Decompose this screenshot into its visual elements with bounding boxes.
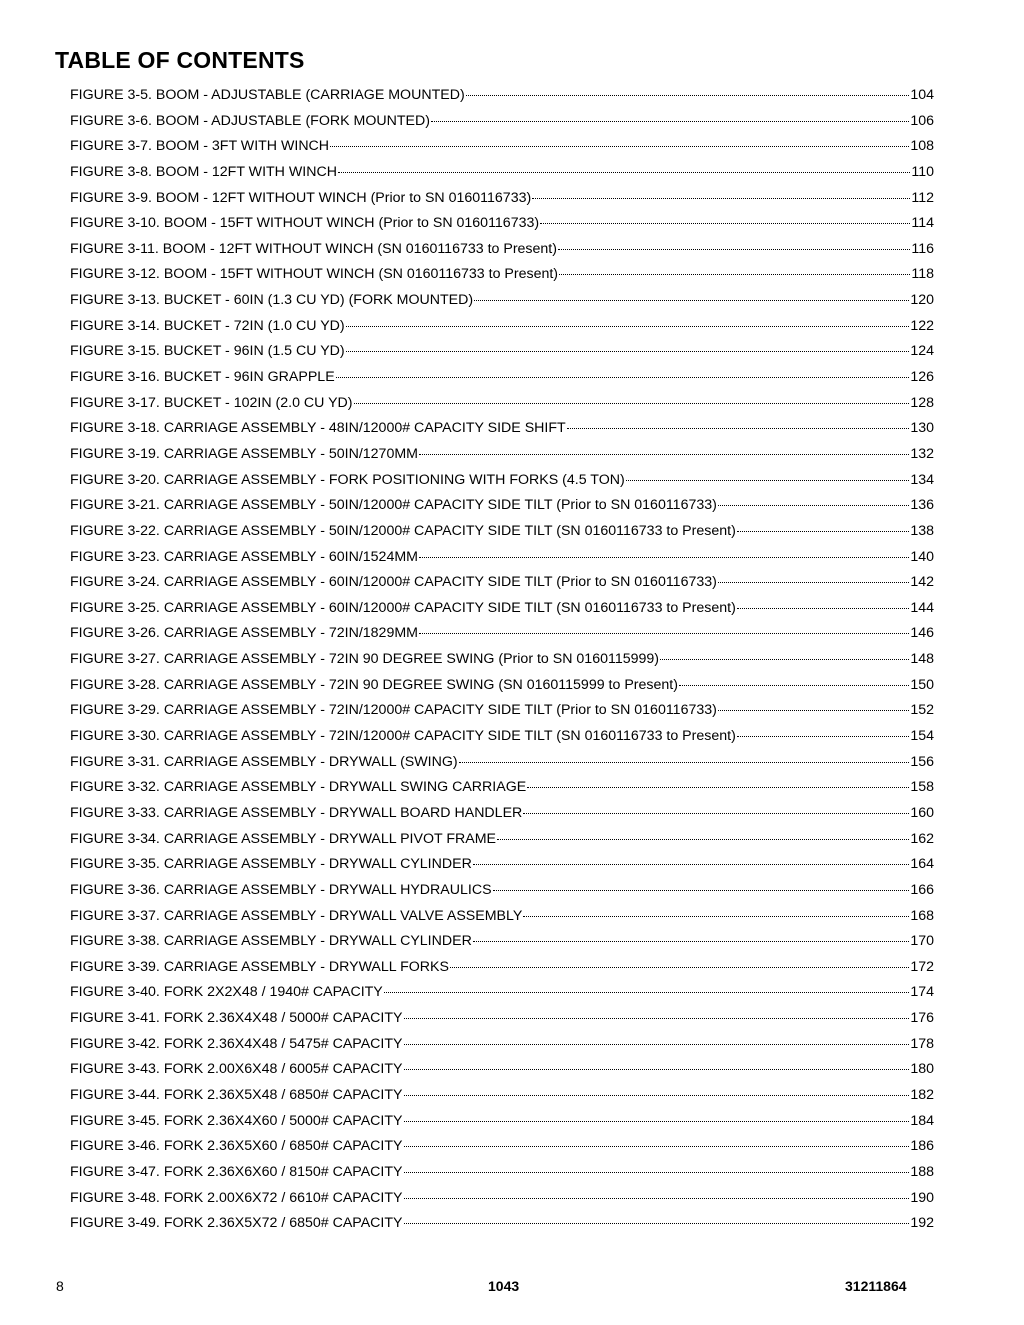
toc-entry-page[interactable]: 178: [910, 1035, 934, 1052]
toc-entry-page[interactable]: 118: [911, 266, 934, 283]
toc-entry[interactable]: [70, 574, 934, 600]
toc-dot-leader: [330, 146, 909, 147]
toc-dot-leader: [338, 172, 910, 173]
toc-dot-leader: [718, 582, 909, 583]
toc-dot-leader: [354, 403, 910, 404]
toc-entry[interactable]: [70, 523, 934, 549]
toc-dot-leader: [527, 787, 909, 788]
toc-entry-label[interactable]: FIGURE 3-41. FORK 2.36X4X48 / 5000# CAPACITY: [70, 1010, 403, 1027]
footer-page-number: 8: [56, 1278, 64, 1294]
toc-entry-page[interactable]: 186: [910, 1138, 934, 1155]
footer-center-number: 1043: [488, 1278, 520, 1294]
toc-entry-page[interactable]: 132: [910, 445, 934, 462]
toc-entry[interactable]: [70, 420, 934, 446]
toc-dot-leader: [450, 967, 909, 968]
toc-entry-page[interactable]: 158: [910, 779, 934, 796]
toc-entry-label[interactable]: FIGURE 3-32. CARRIAGE ASSEMBLY - DRYWALL SWING CARRIAGE: [70, 779, 527, 796]
toc-entry-page[interactable]: 170: [910, 933, 934, 950]
toc-entry-page[interactable]: 154: [910, 728, 934, 745]
toc-entry[interactable]: [70, 754, 934, 780]
toc-entry[interactable]: [70, 113, 934, 139]
toc-entry[interactable]: [70, 343, 934, 369]
toc-entry-label[interactable]: FIGURE 3-45. FORK 2.36X4X60 / 5000# CAPACITY: [70, 1112, 403, 1129]
toc-dot-leader: [404, 1146, 910, 1147]
toc-dot-leader: [523, 916, 909, 917]
toc-dot-leader: [384, 992, 910, 993]
toc-dot-leader: [567, 428, 910, 429]
toc-entry-label[interactable]: FIGURE 3-18. CARRIAGE ASSEMBLY - 48IN/12000# CAPACITY SIDE SHIFT: [70, 420, 566, 437]
toc-entry-label[interactable]: FIGURE 3-19. CARRIAGE ASSEMBLY - 50IN/1270MM: [70, 445, 418, 462]
toc-entry-label[interactable]: FIGURE 3-49. FORK 2.36X5X72 / 6850# CAPACITY: [70, 1215, 403, 1232]
toc-entry-label[interactable]: FIGURE 3-43. FORK 2.00X6X48 / 6005# CAPACITY: [70, 1061, 403, 1078]
toc-entry-page[interactable]: 144: [910, 599, 934, 616]
toc-entry[interactable]: [70, 779, 934, 805]
toc-entry-label[interactable]: FIGURE 3-10. BOOM - 15FT WITHOUT WINCH (Prior to SN 0160116733): [70, 215, 540, 232]
toc-entry-page[interactable]: 124: [910, 343, 934, 360]
toc-entry-label[interactable]: FIGURE 3-28. CARRIAGE ASSEMBLY - 72IN 90 DEGREE SWING (SN 0160115999 to Present): [70, 676, 678, 693]
toc-dot-leader: [493, 890, 910, 891]
toc-entry[interactable]: [70, 933, 934, 959]
toc-entry-label[interactable]: FIGURE 3-17. BUCKET - 102IN (2.0 CU YD): [70, 394, 353, 411]
toc-entry-page[interactable]: 156: [910, 753, 934, 770]
toc-entry-label[interactable]: FIGURE 3-27. CARRIAGE ASSEMBLY - 72IN 90 DEGREE SWING (Prior to SN 0160115999): [70, 651, 659, 668]
toc-dot-leader: [404, 1095, 910, 1096]
toc-entry[interactable]: [70, 369, 934, 395]
toc-dot-leader: [404, 1223, 910, 1224]
toc-entry-page[interactable]: 104: [910, 87, 934, 103]
toc-dot-leader: [473, 941, 910, 942]
toc-entry-page[interactable]: 148: [910, 651, 934, 668]
toc-dot-leader: [404, 1121, 910, 1122]
toc-entry[interactable]: [70, 1036, 934, 1062]
toc-entry-page[interactable]: 134: [910, 471, 934, 488]
toc-entry-page[interactable]: 190: [910, 1189, 934, 1206]
toc-entry-label[interactable]: FIGURE 3-12. BOOM - 15FT WITHOUT WINCH (SN 0160116733 to Present): [70, 266, 559, 283]
toc-entry[interactable]: [70, 677, 934, 703]
toc-dot-leader: [626, 480, 910, 481]
toc-entry[interactable]: [70, 959, 934, 985]
toc-entry-label[interactable]: FIGURE 3-13. BUCKET - 60IN (1.3 CU YD) (FORK MOUNTED): [70, 292, 474, 309]
toc-entry-label[interactable]: FIGURE 3-8. BOOM - 12FT WITH WINCH: [70, 163, 337, 180]
toc-entry-label[interactable]: FIGURE 3-9. BOOM - 12FT WITHOUT WINCH (Prior to SN 0160116733): [70, 189, 532, 206]
toc-entry-page[interactable]: 188: [910, 1163, 934, 1180]
toc-dot-leader: [718, 505, 909, 506]
toc-dot-leader: [737, 608, 910, 609]
toc-entry-page[interactable]: 174: [910, 984, 934, 1001]
toc-entry[interactable]: [70, 1138, 934, 1164]
toc-dot-leader: [404, 1198, 910, 1199]
toc-entry-page[interactable]: 172: [910, 958, 934, 975]
toc-entry[interactable]: [70, 600, 934, 626]
toc-entry-label[interactable]: FIGURE 3-20. CARRIAGE ASSEMBLY - FORK POSITIONING WITH FORKS (4.5 TON): [70, 471, 625, 488]
toc-entry-page[interactable]: 138: [910, 522, 934, 539]
toc-entry-page[interactable]: 164: [910, 856, 934, 873]
toc-entry-label[interactable]: FIGURE 3-37. CARRIAGE ASSEMBLY - DRYWALL VALVE ASSEMBLY: [70, 907, 523, 924]
toc-dot-leader: [558, 249, 910, 250]
toc-dot-leader: [540, 223, 910, 224]
toc-entry[interactable]: [70, 549, 934, 575]
toc-entry-label[interactable]: FIGURE 3-47. FORK 2.36X6X60 / 8150# CAPACITY: [70, 1163, 403, 1180]
toc-entry-page[interactable]: 184: [910, 1112, 934, 1129]
toc-entry-page[interactable]: 150: [910, 676, 934, 693]
toc-dot-leader: [523, 813, 909, 814]
toc-entry-label[interactable]: FIGURE 3-16. BUCKET - 96IN GRAPPLE: [70, 369, 335, 386]
toc-entry-label[interactable]: FIGURE 3-6. BOOM - ADJUSTABLE (FORK MOUNTED): [70, 112, 430, 129]
toc-dot-leader: [737, 531, 910, 532]
toc-entry[interactable]: [70, 1087, 934, 1113]
toc-entry-page[interactable]: 140: [910, 548, 934, 565]
toc-entry-label[interactable]: FIGURE 3-26. CARRIAGE ASSEMBLY - 72IN/1829MM: [70, 625, 418, 642]
toc-entry-label[interactable]: FIGURE 3-5. BOOM - ADJUSTABLE (CARRIAGE MOUNTED): [70, 87, 465, 103]
toc-entry[interactable]: [70, 215, 934, 241]
toc-entry-page[interactable]: 110: [911, 163, 934, 180]
toc-dot-leader: [336, 377, 910, 378]
page-title: TABLE OF CONTENTS: [55, 47, 305, 73]
toc-dot-leader: [404, 1044, 910, 1045]
toc-entry[interactable]: [70, 87, 934, 113]
toc-entry[interactable]: [70, 728, 934, 754]
toc-entry-label[interactable]: FIGURE 3-11. BOOM - 12FT WITHOUT WINCH (SN 0160116733 to Present): [70, 240, 557, 257]
toc-entry[interactable]: [70, 164, 934, 190]
toc-entry-label[interactable]: FIGURE 3-33. CARRIAGE ASSEMBLY - DRYWALL BOARD HANDLER: [70, 804, 523, 821]
toc-dot-leader: [532, 198, 910, 199]
toc-entry-label[interactable]: FIGURE 3-23. CARRIAGE ASSEMBLY - 60IN/1524MM: [70, 548, 418, 565]
toc-dot-leader: [718, 710, 909, 711]
toc-dot-leader: [559, 274, 910, 275]
toc-entry[interactable]: [70, 625, 934, 651]
toc-dot-leader: [474, 300, 909, 301]
toc-entry-label[interactable]: FIGURE 3-22. CARRIAGE ASSEMBLY - 50IN/12000# CAPACITY SIDE TILT (SN 0160116733 to Present): [70, 522, 736, 539]
toc-entry-page[interactable]: 142: [910, 574, 934, 591]
toc-dot-leader: [419, 454, 909, 455]
toc-entry[interactable]: [70, 1215, 934, 1241]
toc-entry[interactable]: [70, 882, 934, 908]
toc-entry-page[interactable]: 180: [910, 1061, 934, 1078]
toc-entry[interactable]: [70, 984, 934, 1010]
toc-entry-page[interactable]: 168: [910, 907, 934, 924]
toc-entry-page[interactable]: 136: [910, 497, 934, 514]
toc-entry-page[interactable]: 116: [911, 240, 934, 257]
toc-entry-label[interactable]: FIGURE 3-35. CARRIAGE ASSEMBLY - DRYWALL CYLINDER: [70, 856, 472, 873]
toc-dot-leader: [404, 1172, 910, 1173]
toc-entry-page[interactable]: 146: [910, 625, 934, 642]
toc-entry-label[interactable]: FIGURE 3-30. CARRIAGE ASSEMBLY - 72IN/12000# CAPACITY SIDE TILT (SN 0160116733 to Present): [70, 728, 736, 745]
toc-entry-page[interactable]: 114: [911, 215, 934, 232]
toc-entry-label[interactable]: FIGURE 3-34. CARRIAGE ASSEMBLY - DRYWALL PIVOT FRAME: [70, 830, 496, 847]
toc-entry[interactable]: [70, 1010, 934, 1036]
toc-entry-page[interactable]: 152: [910, 702, 934, 719]
toc-entry-page[interactable]: 106: [910, 112, 934, 129]
toc-entry-page[interactable]: 120: [910, 292, 934, 309]
toc-entry-label[interactable]: FIGURE 3-15. BUCKET - 96IN (1.5 CU YD): [70, 343, 345, 360]
toc-entry[interactable]: [70, 1164, 934, 1190]
toc-entry-label[interactable]: FIGURE 3-40. FORK 2X2X48 / 1940# CAPACITY: [70, 984, 383, 1001]
toc-entry[interactable]: [70, 1190, 934, 1216]
toc-entry-label[interactable]: FIGURE 3-7. BOOM - 3FT WITH WINCH: [70, 138, 330, 155]
toc-entry[interactable]: [70, 190, 934, 216]
toc-dot-leader: [419, 557, 909, 558]
toc-entry[interactable]: [70, 856, 934, 882]
toc-entry[interactable]: [70, 497, 934, 523]
toc-entry[interactable]: [70, 138, 934, 164]
toc-entry-page[interactable]: 166: [910, 881, 934, 898]
toc-entry-label[interactable]: FIGURE 3-31. CARRIAGE ASSEMBLY - DRYWALL (SWING): [70, 753, 458, 770]
toc-entry-label[interactable]: FIGURE 3-36. CARRIAGE ASSEMBLY - DRYWALL HYDRAULICS: [70, 881, 492, 898]
toc-dot-leader: [679, 685, 909, 686]
toc-entry[interactable]: [70, 908, 934, 934]
footer-doc-number: 31211864: [845, 1278, 907, 1294]
toc-entry[interactable]: [70, 651, 934, 677]
toc-dot-leader: [404, 1069, 910, 1070]
toc-entry[interactable]: [70, 831, 934, 857]
toc-entry[interactable]: [70, 318, 934, 344]
toc-entry[interactable]: [70, 446, 934, 472]
toc-entry-page[interactable]: 126: [910, 369, 934, 386]
toc-entry-label[interactable]: FIGURE 3-46. FORK 2.36X5X60 / 6850# CAPACITY: [70, 1138, 403, 1155]
toc-entry[interactable]: [70, 395, 934, 421]
toc-entry[interactable]: [70, 805, 934, 831]
toc-entry-label[interactable]: FIGURE 3-42. FORK 2.36X4X48 / 5475# CAPACITY: [70, 1035, 403, 1052]
toc-dot-leader: [466, 95, 910, 96]
toc-entry-label[interactable]: FIGURE 3-39. CARRIAGE ASSEMBLY - DRYWALL FORKS: [70, 958, 449, 975]
toc-dot-leader: [459, 762, 910, 763]
toc-entry-label[interactable]: FIGURE 3-29. CARRIAGE ASSEMBLY - 72IN/12000# CAPACITY SIDE TILT (Prior to SN 0160116733): [70, 702, 717, 719]
toc-entry[interactable]: [70, 1061, 934, 1087]
toc-entry-label[interactable]: FIGURE 3-44. FORK 2.36X5X48 / 6850# CAPACITY: [70, 1086, 403, 1103]
toc-entry-page[interactable]: 160: [910, 804, 934, 821]
toc-entry-label[interactable]: FIGURE 3-14. BUCKET - 72IN (1.0 CU YD): [70, 317, 345, 334]
toc-entry[interactable]: [70, 241, 934, 267]
toc-entry-page[interactable]: 182: [910, 1086, 934, 1103]
toc-dot-leader: [431, 121, 909, 122]
toc-entry[interactable]: [70, 266, 934, 292]
toc-entry-page[interactable]: 176: [910, 1010, 934, 1027]
toc-dot-leader: [419, 633, 909, 634]
toc-entry-label[interactable]: FIGURE 3-48. FORK 2.00X6X72 / 6610# CAPACITY: [70, 1189, 403, 1206]
toc-entry-label[interactable]: FIGURE 3-25. CARRIAGE ASSEMBLY - 60IN/12000# CAPACITY SIDE TILT (SN 0160116733 to Present): [70, 599, 736, 616]
toc-entry-page[interactable]: 122: [910, 317, 934, 334]
toc-entry-label[interactable]: FIGURE 3-24. CARRIAGE ASSEMBLY - 60IN/12000# CAPACITY SIDE TILT (Prior to SN 0160116733): [70, 574, 717, 591]
toc-dot-leader: [346, 351, 910, 352]
toc-entry-label[interactable]: FIGURE 3-21. CARRIAGE ASSEMBLY - 50IN/12000# CAPACITY SIDE TILT (Prior to SN 0160116733): [70, 497, 717, 514]
toc-dot-leader: [473, 864, 910, 865]
toc-entry[interactable]: [70, 292, 934, 318]
toc-entry[interactable]: [70, 472, 934, 498]
toc-entry-label[interactable]: FIGURE 3-38. CARRIAGE ASSEMBLY - DRYWALL CYLINDER: [70, 933, 472, 950]
toc-entry-page[interactable]: 130: [910, 420, 934, 437]
toc-list: [70, 87, 934, 1241]
toc-entry-page[interactable]: 192: [910, 1215, 934, 1232]
toc-dot-leader: [737, 736, 910, 737]
toc-entry[interactable]: [70, 702, 934, 728]
toc-entry-page[interactable]: 108: [910, 138, 934, 155]
toc-entry-page[interactable]: 162: [910, 830, 934, 847]
toc-dot-leader: [660, 659, 909, 660]
toc-entry[interactable]: [70, 1113, 934, 1139]
toc-entry-page[interactable]: 112: [911, 189, 934, 206]
toc-entry-page[interactable]: 128: [910, 394, 934, 411]
toc-dot-leader: [404, 1018, 910, 1019]
toc-dot-leader: [497, 839, 909, 840]
toc-dot-leader: [346, 326, 910, 327]
